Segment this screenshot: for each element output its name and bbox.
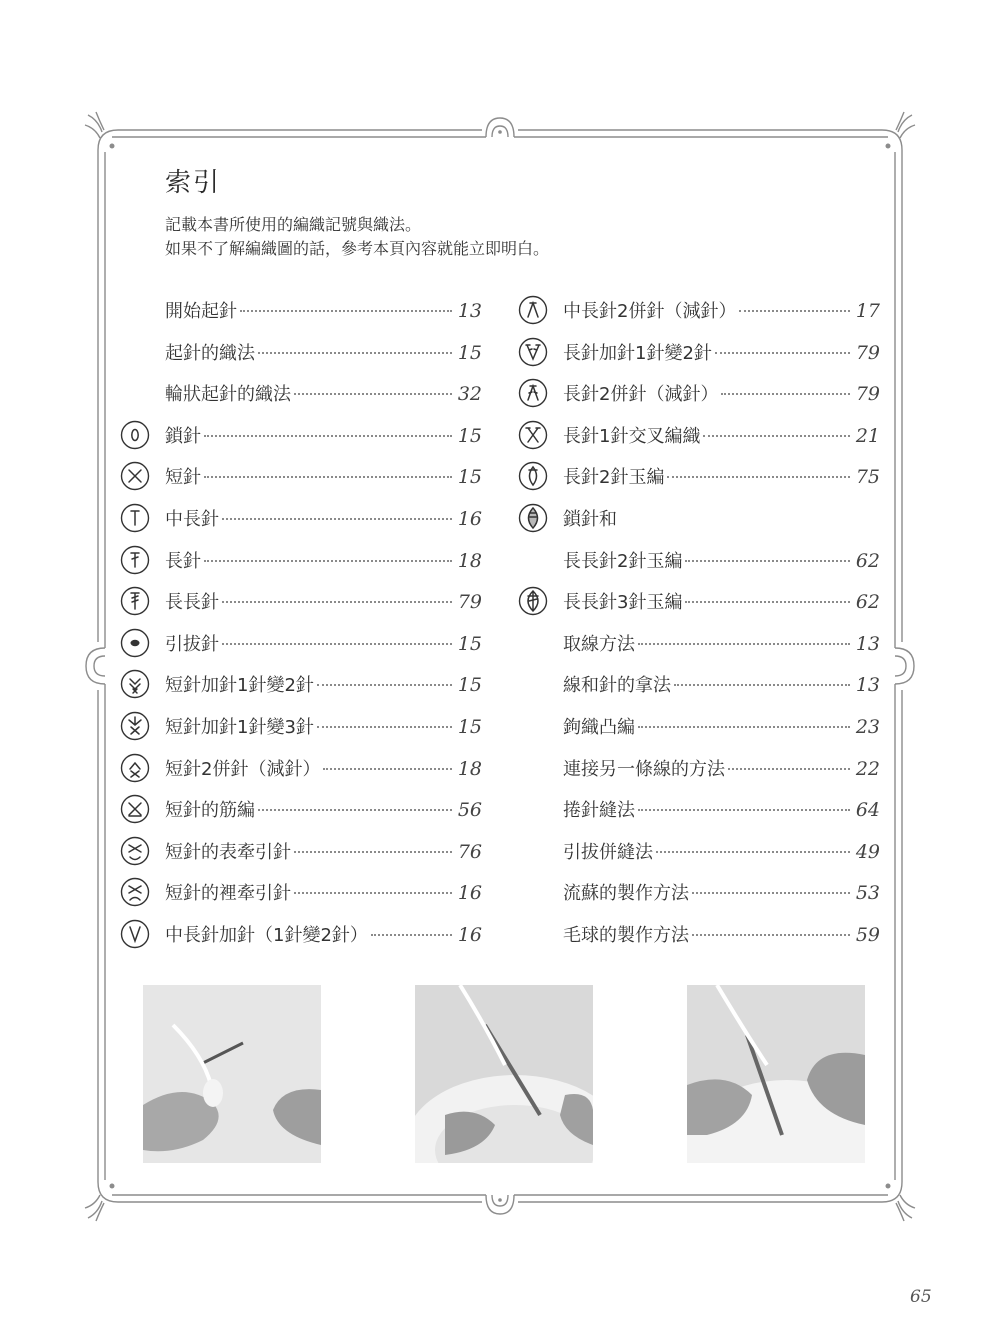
index-entry-text <box>563 630 880 656</box>
index-entry-text <box>563 588 880 614</box>
index-entry-text <box>563 339 880 365</box>
dot-leader <box>204 435 452 437</box>
slip-stitch-icon <box>120 628 150 658</box>
index-entry-label: 輪狀起針的織法 <box>165 384 291 406</box>
index-entry-label: 起針的織法 <box>165 342 255 364</box>
index-entry-text <box>563 505 880 531</box>
index-entry-label: 流蘇的製作方法 <box>563 883 689 905</box>
index-entry-text <box>563 879 880 905</box>
index-entry-page: 23 <box>855 715 880 738</box>
index-entry <box>518 331 880 373</box>
index-entry <box>120 497 482 539</box>
index-entry-page: 53 <box>855 882 880 905</box>
index-entry <box>120 372 482 414</box>
index-entry-label: 長針 <box>165 550 201 572</box>
single-crochet-icon <box>120 461 150 491</box>
index-entry-label: 短針的表牽引針 <box>165 841 291 863</box>
index-entry-text <box>165 879 482 905</box>
index-entry-text <box>563 422 880 448</box>
index-entry-page: 79 <box>457 591 482 614</box>
dot-leader <box>222 643 452 645</box>
index-entry-page: 75 <box>855 466 880 489</box>
half-double-crochet-icon <box>120 503 150 533</box>
sc-front-post-icon <box>120 836 150 866</box>
index-entry-text <box>165 588 482 614</box>
crochet-photo-icon <box>415 985 593 1163</box>
dot-leader <box>638 726 850 728</box>
intro-line: 記載本書所使用的編織記號與織法。 <box>165 215 422 234</box>
index-entry-page: 15 <box>457 466 482 489</box>
index-entry-text <box>563 297 880 323</box>
dot-leader <box>638 643 850 645</box>
index-entry-label: 鉤織凸編 <box>563 716 635 738</box>
dot-leader <box>323 768 451 770</box>
index-entry-text <box>563 921 880 947</box>
dot-leader <box>667 476 849 478</box>
index-entry <box>518 289 880 331</box>
index-entry-text <box>165 755 482 781</box>
index-entry <box>120 331 482 373</box>
index-entry <box>518 539 880 581</box>
index-entry-page: 13 <box>457 300 482 322</box>
dc-bobble-2-icon <box>518 461 548 491</box>
dot-leader <box>692 892 850 894</box>
index-entry-text <box>165 505 482 531</box>
index-entry-text <box>563 671 880 697</box>
index-entry-label: 開始起針 <box>165 301 237 322</box>
index-entry <box>518 372 880 414</box>
index-entry <box>518 747 880 789</box>
sc-increase-3-icon <box>120 711 150 741</box>
index-entry-label: 引拔併縫法 <box>563 841 653 863</box>
index-entry-text <box>165 463 482 489</box>
index-entry-label: 長針加針1針變2針 <box>563 342 712 364</box>
dc-crossed-icon <box>518 420 548 450</box>
index-entry-page: 18 <box>457 757 482 780</box>
index-entry <box>518 455 880 497</box>
dot-leader <box>721 393 849 395</box>
crochet-photo-icon <box>143 985 321 1163</box>
index-entry-page: 62 <box>855 591 880 614</box>
index-entry-label: 中長針 <box>165 508 219 530</box>
sc-back-loop-icon <box>120 794 150 824</box>
index-entry-page: 13 <box>855 632 880 655</box>
index-entry-page: 22 <box>855 757 880 780</box>
index-entry-page: 76 <box>457 840 482 863</box>
index-entry-text <box>563 463 880 489</box>
index-entry-label: 鎖針 <box>165 425 201 447</box>
index-entry-label: 長長針 <box>165 592 219 614</box>
index-entry <box>120 289 482 331</box>
index-entry-text <box>563 547 880 573</box>
index-column-left <box>120 289 482 955</box>
index-entry-label: 中長針加針（1針變2針） <box>165 924 368 946</box>
index-entry-label: 短針的筋編 <box>165 800 255 822</box>
index-entry-page: 32 <box>457 383 482 406</box>
index-entry-label: 連接另一條線的方法 <box>563 758 725 780</box>
index-entry-label: 短針2併針（減針） <box>165 758 321 780</box>
hdc-decrease-icon <box>518 295 548 325</box>
index-entry-page: 18 <box>457 549 482 572</box>
index-entry-label: 線和針的拿法 <box>563 675 671 697</box>
index-entry <box>120 539 482 581</box>
index-entry-page: 49 <box>855 840 880 863</box>
intro-text <box>165 213 549 261</box>
index-entry <box>120 455 482 497</box>
dot-leader <box>294 892 452 894</box>
index-entry-label: 長針2併針（減針） <box>563 384 719 406</box>
index-entry-label: 取線方法 <box>563 633 635 655</box>
dot-leader <box>294 851 452 853</box>
index-entry-page: 79 <box>855 341 880 364</box>
index-entry <box>518 497 880 539</box>
dot-leader <box>728 768 850 770</box>
index-entry-text <box>165 671 482 697</box>
dot-leader <box>656 851 850 853</box>
index-entry-text <box>563 755 880 781</box>
chain-tr-bobble-icon <box>518 503 548 533</box>
index-entry-label: 引拔針 <box>165 633 219 655</box>
dot-leader <box>317 726 452 728</box>
index-entry <box>518 705 880 747</box>
dot-leader <box>739 310 849 312</box>
index-entry-page: 21 <box>855 424 880 447</box>
index-entry <box>120 913 482 955</box>
index-entry <box>518 663 880 705</box>
index-entry-page: 15 <box>457 424 482 447</box>
index-entry-label: 短針加針1針變2針 <box>165 675 314 697</box>
dot-leader <box>240 310 452 312</box>
index-entry-page: 15 <box>457 674 482 697</box>
index-entry-page: 64 <box>855 799 880 822</box>
dc-increase-icon <box>518 337 548 367</box>
index-entry-page: 15 <box>457 715 482 738</box>
dot-leader <box>204 476 452 478</box>
dot-leader <box>222 518 452 520</box>
dot-leader <box>638 809 850 811</box>
treble-crochet-icon <box>120 586 150 616</box>
index-entry-page: 59 <box>855 923 880 946</box>
index-entry-text <box>165 339 482 365</box>
index-entry <box>120 705 482 747</box>
index-entry-page: 16 <box>457 923 482 946</box>
index-entry-page: 13 <box>855 674 880 697</box>
hdc-increase-icon <box>120 919 150 949</box>
index-entry-page: 56 <box>457 799 482 822</box>
dot-leader <box>674 684 850 686</box>
index-entry-label: 長針1針交叉編織 <box>563 425 701 447</box>
index-entry-text <box>165 297 482 323</box>
intro-line: 如果不了解編織圖的話，參考本頁內容就能立即明白。 <box>165 239 550 258</box>
index-entry-text <box>165 630 482 656</box>
index-entry-text <box>165 422 482 448</box>
dot-leader <box>204 560 452 562</box>
dot-leader <box>703 435 849 437</box>
index-entry-text <box>563 713 880 739</box>
page-number: 65 <box>910 1287 932 1307</box>
sc-increase-2-icon <box>120 669 150 699</box>
index-entry <box>120 788 482 830</box>
index-entry-label: 鎖針和 <box>563 508 617 530</box>
index-entry <box>518 622 880 664</box>
index-entry <box>518 871 880 913</box>
tr-bobble-3-icon <box>518 586 548 616</box>
index-column-right <box>518 289 880 955</box>
index-entry <box>518 788 880 830</box>
sc-decrease-icon <box>120 753 150 783</box>
index-entry-text <box>165 796 482 822</box>
index-entry <box>518 913 880 955</box>
index-entry-text <box>165 838 482 864</box>
index-entry-label: 短針 <box>165 467 201 489</box>
index-entry-text <box>563 380 880 406</box>
index-entry-text <box>563 838 880 864</box>
index-entry <box>120 871 482 913</box>
index-entry-label: 長針2針玉編 <box>563 467 665 489</box>
index-entry-page: 15 <box>457 341 482 364</box>
dot-leader <box>258 352 452 354</box>
crochet-photo-icon <box>687 985 865 1163</box>
page-title: 索引 <box>165 168 222 198</box>
index-entry-label: 長長針2針玉編 <box>563 550 683 572</box>
chain-stitch-icon <box>120 420 150 450</box>
index-entry-page: 16 <box>457 882 482 905</box>
index-entry-text <box>563 796 880 822</box>
dot-leader <box>715 352 850 354</box>
index-entry <box>120 622 482 664</box>
index-entry-page: 16 <box>457 507 482 530</box>
index-entry <box>120 830 482 872</box>
dot-leader <box>692 934 850 936</box>
index-entry <box>120 414 482 456</box>
index-entry <box>120 663 482 705</box>
index-entry-label: 短針的裡牽引針 <box>165 883 291 905</box>
index-entry-label: 短針加針1針變3針 <box>165 716 314 738</box>
index-entry-label: 毛球的製作方法 <box>563 924 689 946</box>
index-entry-text <box>165 380 482 406</box>
dot-leader <box>685 560 849 562</box>
dot-leader <box>685 601 849 603</box>
index-entry-label: 長長針3針玉編 <box>563 592 683 614</box>
double-crochet-icon <box>120 545 150 575</box>
index-entry-page: 62 <box>855 549 880 572</box>
index-entry <box>518 830 880 872</box>
index-entry <box>518 414 880 456</box>
index-entry <box>120 580 482 622</box>
sc-back-post-icon <box>120 877 150 907</box>
dot-leader <box>317 684 452 686</box>
index-entry-text <box>165 547 482 573</box>
dot-leader <box>222 601 452 603</box>
index-entry-page: 15 <box>457 632 482 655</box>
index-entry-label: 捲針縫法 <box>563 800 635 822</box>
index-entry-label: 中長針2併針（減針） <box>563 301 737 322</box>
dot-leader <box>258 809 452 811</box>
dot-leader <box>294 393 452 395</box>
index-entry-page: 79 <box>855 383 880 406</box>
index-entry-text <box>165 713 482 739</box>
index-entry <box>120 747 482 789</box>
index-entry-page: 17 <box>855 300 880 322</box>
index-entry <box>518 580 880 622</box>
dot-leader <box>371 934 452 936</box>
index-entry-text <box>165 921 482 947</box>
dc-decrease-icon <box>518 378 548 408</box>
